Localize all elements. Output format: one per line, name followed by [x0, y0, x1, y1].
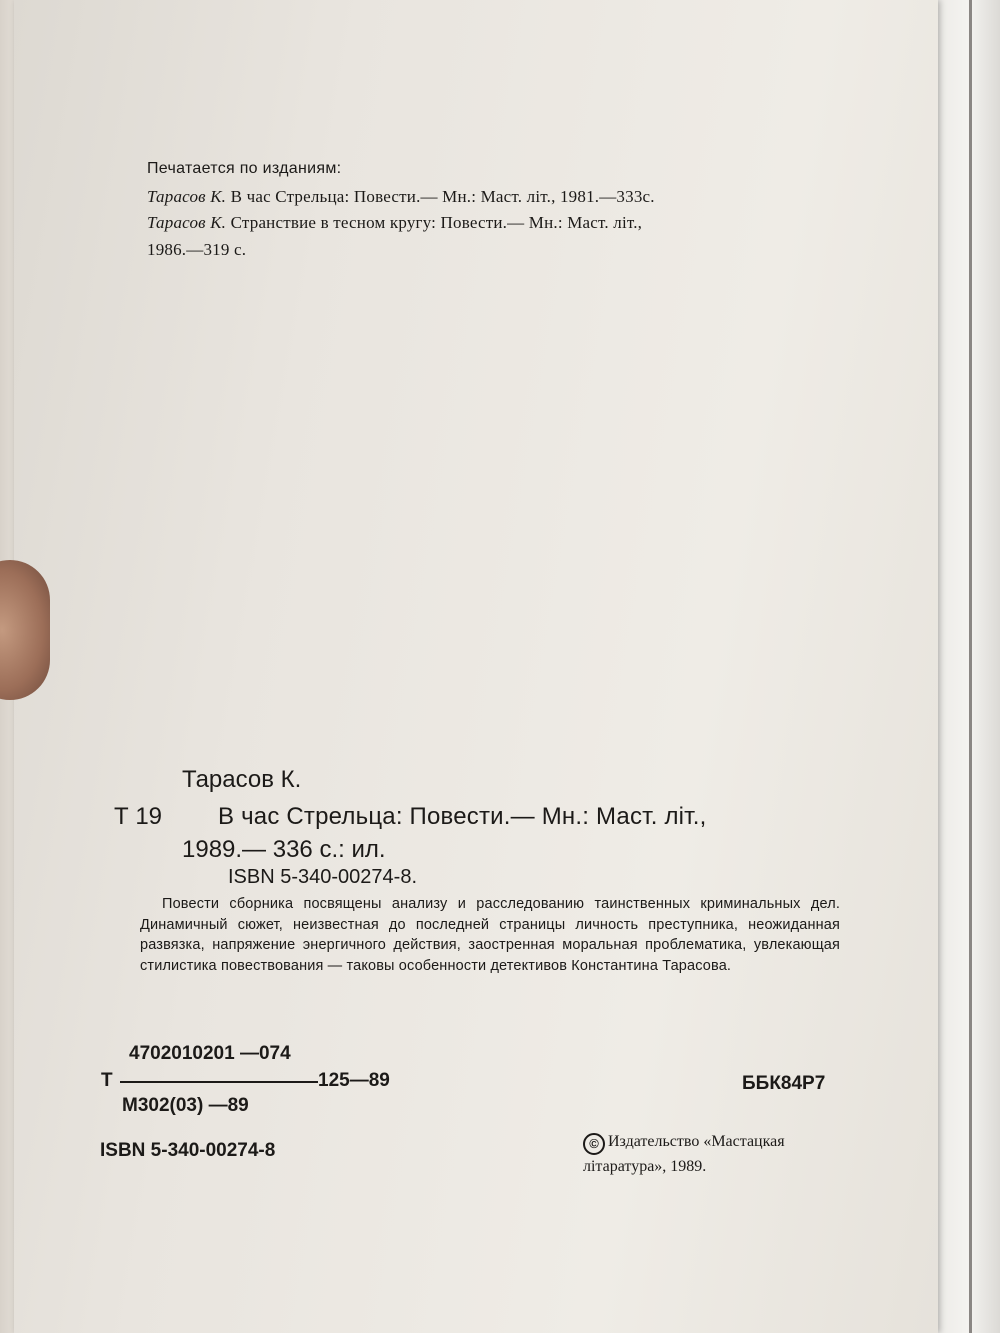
source-line-1 [147, 187, 655, 207]
source-text: Странствие в тесном кругу: Повести.— Мн.: Маст. літ., [226, 213, 643, 232]
copyright-icon: © [583, 1133, 605, 1155]
cover-edge-line [969, 0, 972, 1333]
cip-isbn: ISBN 5-340-00274-8 [100, 1140, 276, 1161]
catalog-author: Тарасов К. [182, 766, 302, 793]
cip-prefix: Т [101, 1070, 113, 1091]
bbk-code: ББК84Р7 [742, 1073, 826, 1094]
source-author: Тарасов К. [147, 187, 227, 206]
sources-title: Печатается по изданиям: [147, 160, 342, 177]
source-text: В час Стрельца: Повести.— Мн.: Маст. літ., 1981.—333с. [226, 187, 655, 206]
catalog-imprint: 1989.— 336 с.: ил. [182, 836, 386, 863]
source-line-3 [147, 240, 246, 260]
source-author: Тарасов К. [147, 213, 227, 232]
catalog-code: Т 19 [114, 803, 163, 830]
cip-numerator: 4702010201 —074 [129, 1043, 291, 1064]
cip-fraction-line [120, 1081, 318, 1083]
thumb [0, 560, 50, 700]
catalog-isbn: ISBN 5-340-00274-8. [228, 866, 418, 888]
copyright-line-2: літаратура», 1989. [583, 1158, 707, 1175]
source-line-2 [147, 213, 642, 233]
source-text: 1986.—319 с. [147, 240, 247, 259]
cip-suffix: 125—89 [318, 1070, 390, 1091]
cip-denominator: М302(03) —89 [122, 1095, 249, 1116]
catalog-title: В час Стрельца: Повести.— Мн.: Маст. літ., [218, 803, 707, 830]
copyright-line-1: Издательство «Мастацкая [608, 1133, 785, 1150]
annotation: Повести сборника посвящены анализу и расследованию таинственных криминальных дел. Динамичный сюжет, неизвестная до последней страницы личность преступника, неожиданная развязка, напряжение энергичного действия, заостренная моральная проблематика, увлекающая стилистика повествования — таковы особенности детективов Константина Тарасова. [140, 896, 840, 974]
